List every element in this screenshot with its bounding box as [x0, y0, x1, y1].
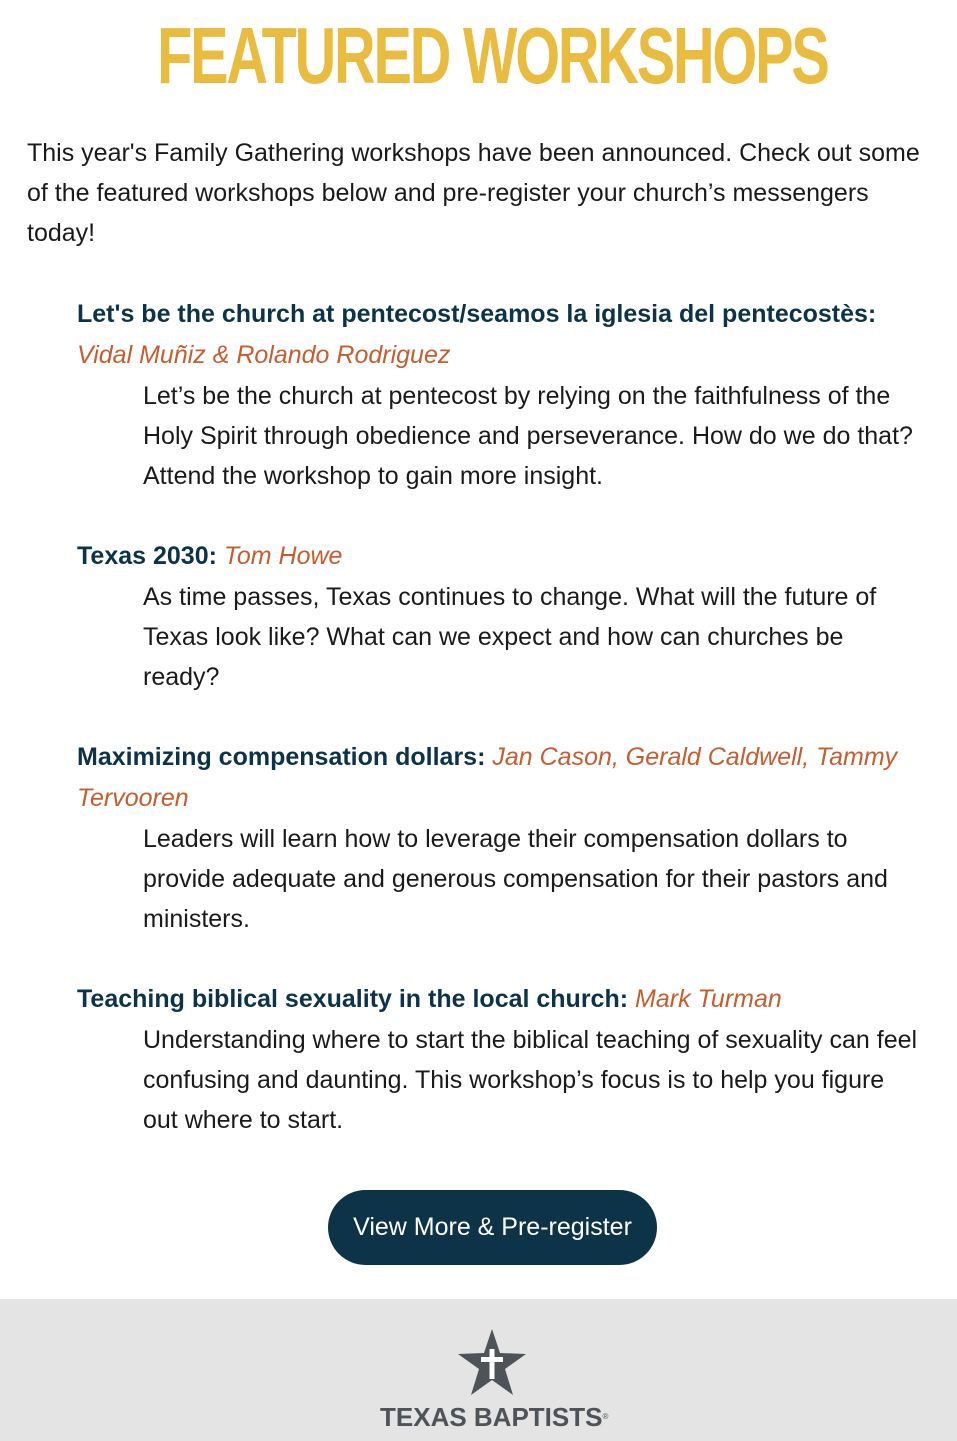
texas-baptists-logo[interactable]	[380, 1329, 610, 1432]
page-title: FEATURED WORKSHOPS	[157, 11, 828, 100]
registered-mark: ®	[602, 1412, 609, 1421]
workshop-description: Leaders will learn how to leverage their compensation dollars to provide adequate and generous compensation for their pastors and ministers.	[143, 825, 888, 933]
workshop-title: Teaching biblical sexuality in the local church:	[77, 985, 629, 1013]
workshop-presenters: Vidal Muñiz & Rolando Rodriguez	[77, 341, 451, 369]
workshop-presenters: Mark Turman	[635, 985, 782, 1013]
workshop-item	[77, 737, 917, 939]
workshop-item	[77, 536, 917, 697]
workshop-item	[77, 979, 917, 1140]
workshop-heading	[77, 294, 917, 376]
workshop-title: Let's be the church at pentecost/seamos la iglesia del pentecostès:	[77, 300, 877, 328]
workshop-description: Let’s be the church at pentecost by relying on the faithfulness of the Holy Spirit through obedience and perseverance. How do we do that? Attend the workshop to gain more insight.	[143, 382, 913, 490]
workshop-title: Texas 2030:	[77, 542, 217, 570]
workshop-presenters: Tom Howe	[223, 542, 343, 570]
workshop-description: As time passes, Texas continues to change. What will the future of Texas look like? What can we expect and how can churches be ready?	[143, 583, 877, 691]
logo-wordmark	[380, 1402, 608, 1432]
workshop-item	[77, 294, 917, 496]
footer	[0, 1299, 957, 1441]
view-more-preregister-button[interactable]: View More & Pre-register	[328, 1190, 657, 1265]
workshop-heading	[77, 536, 917, 577]
star-cross-icon	[457, 1329, 527, 1397]
workshop-heading	[77, 979, 917, 1020]
workshop-presenters: Jan Cason, Gerald Caldwell, Tammy Tervooren	[77, 743, 898, 812]
logo-text: TEXAS BAPTISTS	[380, 1402, 603, 1432]
workshop-description: Understanding where to start the biblical teaching of sexuality can feel confusing and daunting. This workshop’s focus is to help you figure out where to start.	[143, 1026, 918, 1134]
workshop-list	[77, 294, 917, 1180]
intro-text: This year's Family Gathering workshops have been announced. Check out some of the featured workshops below and pre-register your church’s messengers today!	[27, 139, 920, 247]
workshop-title: Maximizing compensation dollars:	[77, 743, 486, 771]
workshop-heading	[77, 737, 917, 819]
cta-container	[0, 1190, 957, 1265]
